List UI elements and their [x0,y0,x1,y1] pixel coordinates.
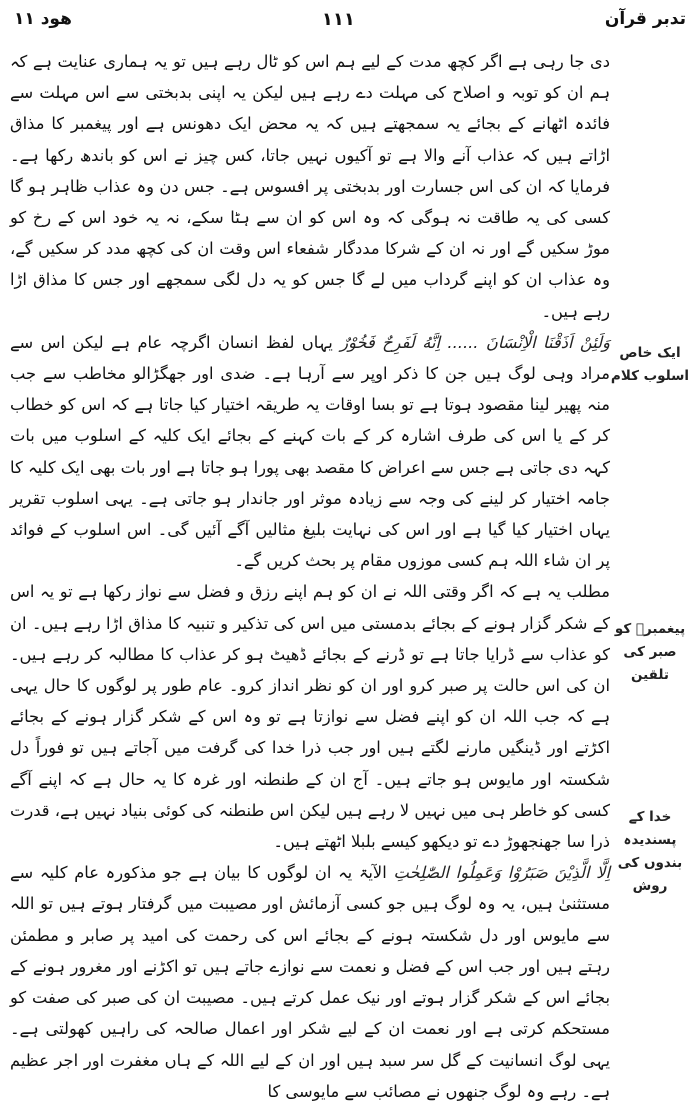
main-text [10,46,610,1107]
surah-name: هود ١١ [14,9,72,29]
paragraph-text: مطلب یہ ہے کہ اگر وقتی اللہ نے ان کو ہم اپنے رزق و فضل سے نواز رکھا ہے تو یہ اس کے شکر گزار ہونے کے بجائے بدمستی میں اس کی تذکیر و تنبیہ کا مذاق اڑا رہے ہیں۔ ان کو عذاب سے ڈرایا جاتا ہے تو ڈرنے کے بجائے ڈھیٹ ہو کر عذاب کا مطالبہ کر رہے ہیں۔ ان کی اس حالت پر صبر کرو اور ان کو نظر انداز کرو۔ عام طور پر لوگوں کا حال یہی ہے کہ جب اللہ ان کو اپنے فضل سے نوازتا ہے تو وہ اس کے شکر گزار ہونے کے بجائے اکڑتے اور ڈینگیں مارنے لگتے ہیں اور جب ذرا خدا کی گرفت میں آجاتے ہیں تو فوراً دل شکستہ اور مایوس ہو جاتے ہیں۔ آج ان کے طنطنہ اور غرہ کا یہ حال ہے کہ اپنے آگے کسی کو خاطر ہی میں نہیں لا رہے ہیں لیکن اس طنطنہ کی کوئی بنیاد نہیں ہے، قدرت ذرا سا جھنجھوڑ دے تو دیکھو کیسے بلبلا اٹھتے ہیں۔ [10,582,610,852]
margin-note: خدا کے پسندیدہ بندوں کی روش [617,809,683,894]
page-header [14,4,686,34]
paragraph-text: یہاں لفظ انسان اگرچہ عام ہے لیکن اس سے مراد وہی لوگ ہیں جن کا ذکر اوپر سے آرہا ہے۔ ضدی اور جھگڑالو مخاطب سے جب منہ پھیر لینا مقصود ہوتا ہے تو بسا اوقات یہ طریقہ اختیار کیا جاتا ہے کہ اس کو خطاب کر کے یا اس کی طرف اشارہ کر کے بات کہنے کے بجائے ایک کلیہ کے اسلوب میں بات کہہ دی جاتی ہے جس سے اعراض کا مقصد بھی پورا ہو جاتا ہے اور بات بھی ایک کلیہ کا جامہ اختیار کر لینے کی وجہ سے زیادہ موثر اور جاندار ہو جاتی ہے۔ یہی اسلوب تقریر یہاں اختیار کیا گیا ہے اور اس کی نہایت بلیغ مثالیں آگے آئیں گی۔ اس اسلوب کے فوائد پر ان شاء اللہ ہم کسی موزوں مقام پر بحث کریں گے۔ [10,332,610,571]
paragraph [10,327,610,577]
margin-note: پیغمبرؐ کو صبر کی تلقین [614,621,686,683]
paragraph [10,576,610,857]
book-title: تدبر قرآن [604,9,686,29]
paragraph-text: الآیۃ یہ ان لوگوں کا بیان ہے جو مذکورہ عام کلیہ سے مستثنیٰ ہیں، یہ وہ لوگ ہیں جو کسی آزمائش اور مصیبت میں گرفتار ہوتے ہیں تو اللہ سے مایوس اور دل شکستہ ہونے کے بجائے اس کی رحمت کی امید پر صابر و مطمئن رہتے ہیں اور جب اس کے فضل و نعمت سے نوازے جاتے ہیں تو اکڑنے اور مغرور ہونے کے بجائے اس کے شکر گزار ہوتے اور نیک عمل کرتے ہیں۔ مصیبت ان کی صبر کی صفت کو مستحکم کرتی ہے اور نعمت ان کے لیے شکر اور اعمال صالحہ کی راہیں کھولتی ہے۔ یہی لوگ انسانیت کے گل سر سبد ہیں اور ان کے لیے اللہ کے ہاں مغفرت اور اجر عظیم ہے۔ رہے وہ لوگ جنھوں نے مصائب سے مایوسی کا [10,863,610,1101]
margin-note: ایک خاص اسلوب کلام [610,345,690,384]
paragraph [10,857,610,1107]
paragraph-text: دی جا رہی ہے اگر کچھ مدت کے لیے ہم اس کو ٹال رہے ہیں تو یہ ہماری عنایت ہے کہ ہم ان کو توبہ و اصلاح کی مہلت دے رہے ہیں لیکن یہ اپنی بدبختی سے اس مہلت سے فائدہ اٹھانے کے بجائے یہ سمجھتے ہیں کہ یہ محض ایک دھونس ہے اور پیغمبر کا مذاق اڑاتے ہیں کہ عذاب آنے والا ہے تو آکیوں نہیں جاتا، کس چیز نے اس کو باندھ رکھا ہے۔ فرمایا کہ ان کی اس جسارت اور بدبختی پر افسوس ہے۔ جس دن وہ عذاب ظاہر ہو گا کسی کی یہ طاقت نہ ہوگی کہ وہ اس کو ان سے ہٹا سکے، نہ یہ خود اس کے رخ کو موڑ سکیں گے اور نہ ان کے شرکا مددگار شفعاء اس وقت ان کی کچھ مدد کر سکیں گے، وہ عذاب ان کو اپنے گرداب میں لے گا جس کو یہ دل لگی سمجھے اور جس کا مذاق اڑا رہے ہیں۔ [10,52,610,321]
verse-quote: وَلَئِنْ اَذَقْنَا الْاِنْسَانَ ...... اِنَّهُ لَفَرِحٌ فَخُوْرٌ [340,332,610,352]
page-number: ١١١ [321,8,355,30]
paragraph [10,46,610,327]
verse-quote: اِلَّا الَّذِيْنَ صَبَرُوْا وَعَمِلُوا الصّٰلِحٰتِ [393,863,610,883]
